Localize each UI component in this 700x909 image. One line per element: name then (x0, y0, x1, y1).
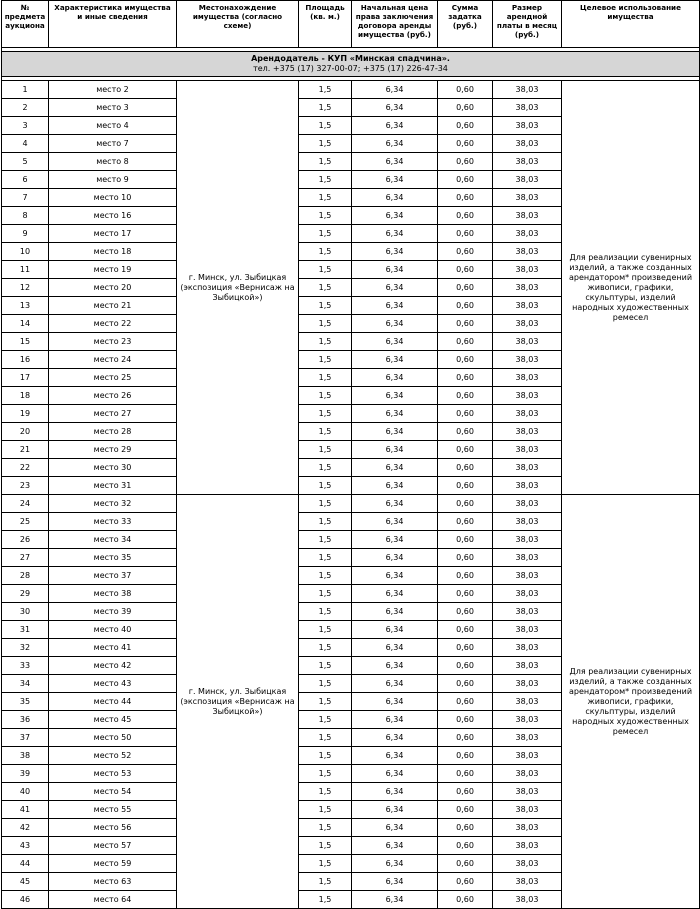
lot-number-cell: 10 (2, 243, 49, 261)
deposit-cell: 0,60 (438, 243, 493, 261)
area-cell: 1,5 (299, 549, 352, 567)
area-cell: 1,5 (299, 423, 352, 441)
monthly-rent-cell: 38,03 (493, 459, 562, 477)
description-cell: место 34 (49, 531, 177, 549)
lot-number-cell: 40 (2, 783, 49, 801)
monthly-rent-cell: 38,03 (493, 243, 562, 261)
start-price-cell: 6,34 (352, 639, 438, 657)
lot-number-cell: 5 (2, 153, 49, 171)
monthly-rent-cell: 38,03 (493, 135, 562, 153)
lot-number-cell: 17 (2, 369, 49, 387)
monthly-rent-cell: 38,03 (493, 279, 562, 297)
lot-number-cell: 39 (2, 765, 49, 783)
description-cell: место 45 (49, 711, 177, 729)
deposit-cell: 0,60 (438, 99, 493, 117)
start-price-cell: 6,34 (352, 585, 438, 603)
monthly-rent-cell: 38,03 (493, 603, 562, 621)
start-price-cell: 6,34 (352, 801, 438, 819)
lot-number-cell: 16 (2, 351, 49, 369)
area-cell: 1,5 (299, 351, 352, 369)
lot-number-cell: 1 (2, 81, 49, 99)
monthly-rent-cell: 38,03 (493, 531, 562, 549)
deposit-cell: 0,60 (438, 819, 493, 837)
description-cell: место 41 (49, 639, 177, 657)
start-price-cell: 6,34 (352, 279, 438, 297)
description-cell: место 42 (49, 657, 177, 675)
area-cell: 1,5 (299, 441, 352, 459)
monthly-rent-cell: 38,03 (493, 477, 562, 495)
description-cell: место 3 (49, 99, 177, 117)
header-location: Местонахождение имущества (согласно схеме) (177, 1, 299, 48)
deposit-cell: 0,60 (438, 567, 493, 585)
deposit-cell: 0,60 (438, 693, 493, 711)
description-cell: место 21 (49, 297, 177, 315)
lot-number-cell: 8 (2, 207, 49, 225)
lot-number-cell: 3 (2, 117, 49, 135)
deposit-cell: 0,60 (438, 261, 493, 279)
area-cell: 1,5 (299, 603, 352, 621)
area-cell: 1,5 (299, 711, 352, 729)
header-start-price: Начальная цена права заключения договора аренды имущества (руб.) (352, 1, 438, 48)
start-price-cell: 6,34 (352, 855, 438, 873)
start-price-cell: 6,34 (352, 405, 438, 423)
monthly-rent-cell: 38,03 (493, 369, 562, 387)
description-cell: место 64 (49, 891, 177, 909)
lot-number-cell: 18 (2, 387, 49, 405)
monthly-rent-cell: 38,03 (493, 891, 562, 909)
header-deposit: Сумма задатка (руб.) (438, 1, 493, 48)
deposit-cell: 0,60 (438, 855, 493, 873)
lot-number-cell: 31 (2, 621, 49, 639)
monthly-rent-cell: 38,03 (493, 207, 562, 225)
start-price-cell: 6,34 (352, 765, 438, 783)
lot-number-cell: 12 (2, 279, 49, 297)
lot-number-cell: 21 (2, 441, 49, 459)
monthly-rent-cell: 38,03 (493, 855, 562, 873)
start-price-cell: 6,34 (352, 693, 438, 711)
start-price-cell: 6,34 (352, 225, 438, 243)
start-price-cell: 6,34 (352, 657, 438, 675)
area-cell: 1,5 (299, 675, 352, 693)
description-cell: место 56 (49, 819, 177, 837)
area-cell: 1,5 (299, 891, 352, 909)
lot-number-cell: 37 (2, 729, 49, 747)
lot-number-cell: 23 (2, 477, 49, 495)
deposit-cell: 0,60 (438, 423, 493, 441)
description-cell: место 9 (49, 171, 177, 189)
area-cell: 1,5 (299, 747, 352, 765)
purpose-cell: Для реализации сувенирных изделий, а также созданных арендатором* произведений живописи, графики, скульптуры, изделий народных художественных ремесел (562, 495, 700, 909)
area-cell: 1,5 (299, 99, 352, 117)
description-cell: место 33 (49, 513, 177, 531)
area-cell: 1,5 (299, 819, 352, 837)
area-cell: 1,5 (299, 279, 352, 297)
monthly-rent-cell: 38,03 (493, 333, 562, 351)
description-cell: место 53 (49, 765, 177, 783)
start-price-cell: 6,34 (352, 387, 438, 405)
lot-number-cell: 22 (2, 459, 49, 477)
area-cell: 1,5 (299, 639, 352, 657)
start-price-cell: 6,34 (352, 315, 438, 333)
start-price-cell: 6,34 (352, 729, 438, 747)
deposit-cell: 0,60 (438, 81, 493, 99)
lot-number-cell: 36 (2, 711, 49, 729)
monthly-rent-cell: 38,03 (493, 99, 562, 117)
lot-number-cell: 34 (2, 675, 49, 693)
start-price-cell: 6,34 (352, 747, 438, 765)
auction-table (1, 0, 700, 909)
description-cell: место 17 (49, 225, 177, 243)
start-price-cell: 6,34 (352, 513, 438, 531)
deposit-cell: 0,60 (438, 513, 493, 531)
monthly-rent-cell: 38,03 (493, 261, 562, 279)
lot-number-cell: 41 (2, 801, 49, 819)
start-price-cell: 6,34 (352, 207, 438, 225)
deposit-cell: 0,60 (438, 603, 493, 621)
start-price-cell: 6,34 (352, 783, 438, 801)
monthly-rent-cell: 38,03 (493, 117, 562, 135)
monthly-rent-cell: 38,03 (493, 783, 562, 801)
monthly-rent-cell: 38,03 (493, 315, 562, 333)
area-cell: 1,5 (299, 801, 352, 819)
area-cell: 1,5 (299, 477, 352, 495)
start-price-cell: 6,34 (352, 603, 438, 621)
lot-number-cell: 28 (2, 567, 49, 585)
deposit-cell: 0,60 (438, 315, 493, 333)
start-price-cell: 6,34 (352, 117, 438, 135)
lot-number-cell: 30 (2, 603, 49, 621)
description-cell: место 25 (49, 369, 177, 387)
area-cell: 1,5 (299, 189, 352, 207)
description-cell: место 43 (49, 675, 177, 693)
header-purpose: Целевое использование имущества (562, 1, 700, 48)
start-price-cell: 6,34 (352, 531, 438, 549)
lot-number-cell: 32 (2, 639, 49, 657)
lot-number-cell: 35 (2, 693, 49, 711)
area-cell: 1,5 (299, 207, 352, 225)
area-cell: 1,5 (299, 621, 352, 639)
description-cell: место 27 (49, 405, 177, 423)
lot-number-cell: 45 (2, 873, 49, 891)
start-price-cell: 6,34 (352, 567, 438, 585)
area-cell: 1,5 (299, 459, 352, 477)
deposit-cell: 0,60 (438, 711, 493, 729)
start-price-cell: 6,34 (352, 333, 438, 351)
description-cell: место 55 (49, 801, 177, 819)
header-description: Характеристика имущества и иные сведения (49, 1, 177, 48)
description-cell: место 4 (49, 117, 177, 135)
area-cell: 1,5 (299, 315, 352, 333)
lot-number-cell: 6 (2, 171, 49, 189)
deposit-cell: 0,60 (438, 657, 493, 675)
start-price-cell: 6,34 (352, 351, 438, 369)
lot-number-cell: 7 (2, 189, 49, 207)
area-cell: 1,5 (299, 585, 352, 603)
monthly-rent-cell: 38,03 (493, 171, 562, 189)
start-price-cell: 6,34 (352, 99, 438, 117)
location-cell: г. Минск, ул. Зыбицкая (экспозиция «Вернисаж на Зыбицкой») (177, 81, 299, 495)
monthly-rent-cell: 38,03 (493, 495, 562, 513)
area-cell: 1,5 (299, 729, 352, 747)
start-price-cell: 6,34 (352, 621, 438, 639)
description-cell: место 24 (49, 351, 177, 369)
start-price-cell: 6,34 (352, 495, 438, 513)
description-cell: место 50 (49, 729, 177, 747)
deposit-cell: 0,60 (438, 747, 493, 765)
lot-number-cell: 38 (2, 747, 49, 765)
description-cell: место 10 (49, 189, 177, 207)
description-cell: место 29 (49, 441, 177, 459)
lot-number-cell: 27 (2, 549, 49, 567)
description-cell: место 8 (49, 153, 177, 171)
monthly-rent-cell: 38,03 (493, 765, 562, 783)
description-cell: место 63 (49, 873, 177, 891)
description-cell: место 54 (49, 783, 177, 801)
monthly-rent-cell: 38,03 (493, 837, 562, 855)
deposit-cell: 0,60 (438, 531, 493, 549)
deposit-cell: 0,60 (438, 675, 493, 693)
area-cell: 1,5 (299, 243, 352, 261)
lot-number-cell: 33 (2, 657, 49, 675)
description-cell: место 59 (49, 855, 177, 873)
start-price-cell: 6,34 (352, 243, 438, 261)
purpose-cell: Для реализации сувенирных изделий, а также созданных арендатором* произведений живописи, графики, скульптуры, изделий народных художественных ремесел (562, 81, 700, 495)
area-cell: 1,5 (299, 837, 352, 855)
area-cell: 1,5 (299, 171, 352, 189)
start-price-cell: 6,34 (352, 873, 438, 891)
lot-number-cell: 20 (2, 423, 49, 441)
deposit-cell: 0,60 (438, 801, 493, 819)
area-cell: 1,5 (299, 531, 352, 549)
start-price-cell: 6,34 (352, 369, 438, 387)
monthly-rent-cell: 38,03 (493, 513, 562, 531)
start-price-cell: 6,34 (352, 135, 438, 153)
area-cell: 1,5 (299, 765, 352, 783)
start-price-cell: 6,34 (352, 153, 438, 171)
deposit-cell: 0,60 (438, 549, 493, 567)
deposit-cell: 0,60 (438, 297, 493, 315)
lot-number-cell: 11 (2, 261, 49, 279)
header-lot-number: № предмета аукциона (2, 1, 49, 48)
monthly-rent-cell: 38,03 (493, 801, 562, 819)
deposit-cell: 0,60 (438, 207, 493, 225)
description-cell: место 7 (49, 135, 177, 153)
landlord-phone: тел. +375 (17) 327-00-07; +375 (17) 226-47-34 (253, 64, 448, 73)
deposit-cell: 0,60 (438, 351, 493, 369)
area-cell: 1,5 (299, 513, 352, 531)
landlord-title: Арендодатель - КУП «Минская спадчина». (251, 54, 450, 63)
deposit-cell: 0,60 (438, 495, 493, 513)
area-cell: 1,5 (299, 873, 352, 891)
description-cell: место 38 (49, 585, 177, 603)
deposit-cell: 0,60 (438, 639, 493, 657)
area-cell: 1,5 (299, 567, 352, 585)
deposit-cell: 0,60 (438, 729, 493, 747)
lot-number-cell: 14 (2, 315, 49, 333)
lot-number-cell: 42 (2, 819, 49, 837)
description-cell: место 40 (49, 621, 177, 639)
start-price-cell: 6,34 (352, 819, 438, 837)
deposit-cell: 0,60 (438, 225, 493, 243)
description-cell: место 39 (49, 603, 177, 621)
deposit-cell: 0,60 (438, 171, 493, 189)
area-cell: 1,5 (299, 405, 352, 423)
monthly-rent-cell: 38,03 (493, 423, 562, 441)
deposit-cell: 0,60 (438, 783, 493, 801)
lot-number-cell: 26 (2, 531, 49, 549)
lot-number-cell: 46 (2, 891, 49, 909)
monthly-rent-cell: 38,03 (493, 153, 562, 171)
start-price-cell: 6,34 (352, 261, 438, 279)
deposit-cell: 0,60 (438, 585, 493, 603)
lot-number-cell: 29 (2, 585, 49, 603)
description-cell: место 52 (49, 747, 177, 765)
description-cell: место 16 (49, 207, 177, 225)
deposit-cell: 0,60 (438, 333, 493, 351)
lot-number-cell: 44 (2, 855, 49, 873)
start-price-cell: 6,34 (352, 891, 438, 909)
area-cell: 1,5 (299, 225, 352, 243)
monthly-rent-cell: 38,03 (493, 873, 562, 891)
start-price-cell: 6,34 (352, 189, 438, 207)
monthly-rent-cell: 38,03 (493, 441, 562, 459)
deposit-cell: 0,60 (438, 873, 493, 891)
start-price-cell: 6,34 (352, 171, 438, 189)
area-cell: 1,5 (299, 261, 352, 279)
lot-number-cell: 2 (2, 99, 49, 117)
table-row (2, 495, 700, 513)
start-price-cell: 6,34 (352, 477, 438, 495)
start-price-cell: 6,34 (352, 675, 438, 693)
deposit-cell: 0,60 (438, 765, 493, 783)
area-cell: 1,5 (299, 657, 352, 675)
monthly-rent-cell: 38,03 (493, 693, 562, 711)
monthly-rent-cell: 38,03 (493, 225, 562, 243)
landlord-info (2, 52, 700, 77)
header-row (2, 1, 700, 48)
monthly-rent-cell: 38,03 (493, 729, 562, 747)
deposit-cell: 0,60 (438, 459, 493, 477)
description-cell: место 31 (49, 477, 177, 495)
description-cell: место 30 (49, 459, 177, 477)
landlord-banner (2, 52, 700, 77)
start-price-cell: 6,34 (352, 81, 438, 99)
start-price-cell: 6,34 (352, 549, 438, 567)
description-cell: место 23 (49, 333, 177, 351)
area-cell: 1,5 (299, 783, 352, 801)
deposit-cell: 0,60 (438, 441, 493, 459)
deposit-cell: 0,60 (438, 405, 493, 423)
start-price-cell: 6,34 (352, 711, 438, 729)
monthly-rent-cell: 38,03 (493, 639, 562, 657)
start-price-cell: 6,34 (352, 837, 438, 855)
monthly-rent-cell: 38,03 (493, 405, 562, 423)
monthly-rent-cell: 38,03 (493, 351, 562, 369)
monthly-rent-cell: 38,03 (493, 567, 562, 585)
lot-number-cell: 9 (2, 225, 49, 243)
monthly-rent-cell: 38,03 (493, 189, 562, 207)
lot-number-cell: 24 (2, 495, 49, 513)
deposit-cell: 0,60 (438, 477, 493, 495)
lot-number-cell: 19 (2, 405, 49, 423)
description-cell: место 28 (49, 423, 177, 441)
monthly-rent-cell: 38,03 (493, 657, 562, 675)
deposit-cell: 0,60 (438, 189, 493, 207)
monthly-rent-cell: 38,03 (493, 621, 562, 639)
lot-number-cell: 13 (2, 297, 49, 315)
description-cell: место 26 (49, 387, 177, 405)
description-cell: место 35 (49, 549, 177, 567)
description-cell: место 18 (49, 243, 177, 261)
header-monthly-rent: Размер арендной платы в месяц (руб.) (493, 1, 562, 48)
deposit-cell: 0,60 (438, 621, 493, 639)
description-cell: место 57 (49, 837, 177, 855)
area-cell: 1,5 (299, 153, 352, 171)
description-cell: место 22 (49, 315, 177, 333)
deposit-cell: 0,60 (438, 153, 493, 171)
lot-number-cell: 25 (2, 513, 49, 531)
lot-number-cell: 43 (2, 837, 49, 855)
monthly-rent-cell: 38,03 (493, 549, 562, 567)
start-price-cell: 6,34 (352, 423, 438, 441)
area-cell: 1,5 (299, 855, 352, 873)
monthly-rent-cell: 38,03 (493, 675, 562, 693)
area-cell: 1,5 (299, 135, 352, 153)
area-cell: 1,5 (299, 117, 352, 135)
description-cell: место 44 (49, 693, 177, 711)
area-cell: 1,5 (299, 297, 352, 315)
start-price-cell: 6,34 (352, 441, 438, 459)
area-cell: 1,5 (299, 369, 352, 387)
description-cell: место 32 (49, 495, 177, 513)
lot-number-cell: 15 (2, 333, 49, 351)
deposit-cell: 0,60 (438, 837, 493, 855)
table-row (2, 81, 700, 99)
description-cell: место 37 (49, 567, 177, 585)
deposit-cell: 0,60 (438, 891, 493, 909)
monthly-rent-cell: 38,03 (493, 711, 562, 729)
start-price-cell: 6,34 (352, 459, 438, 477)
description-cell: место 20 (49, 279, 177, 297)
monthly-rent-cell: 38,03 (493, 81, 562, 99)
deposit-cell: 0,60 (438, 117, 493, 135)
area-cell: 1,5 (299, 495, 352, 513)
area-cell: 1,5 (299, 387, 352, 405)
deposit-cell: 0,60 (438, 135, 493, 153)
lot-number-cell: 4 (2, 135, 49, 153)
monthly-rent-cell: 38,03 (493, 819, 562, 837)
header-area: Площадь (кв. м.) (299, 1, 352, 48)
location-cell: г. Минск, ул. Зыбицкая (экспозиция «Вернисаж на Зыбицкой») (177, 495, 299, 909)
monthly-rent-cell: 38,03 (493, 387, 562, 405)
deposit-cell: 0,60 (438, 387, 493, 405)
monthly-rent-cell: 38,03 (493, 585, 562, 603)
start-price-cell: 6,34 (352, 297, 438, 315)
description-cell: место 19 (49, 261, 177, 279)
area-cell: 1,5 (299, 333, 352, 351)
area-cell: 1,5 (299, 693, 352, 711)
deposit-cell: 0,60 (438, 279, 493, 297)
description-cell: место 2 (49, 81, 177, 99)
monthly-rent-cell: 38,03 (493, 297, 562, 315)
monthly-rent-cell: 38,03 (493, 747, 562, 765)
deposit-cell: 0,60 (438, 369, 493, 387)
area-cell: 1,5 (299, 81, 352, 99)
